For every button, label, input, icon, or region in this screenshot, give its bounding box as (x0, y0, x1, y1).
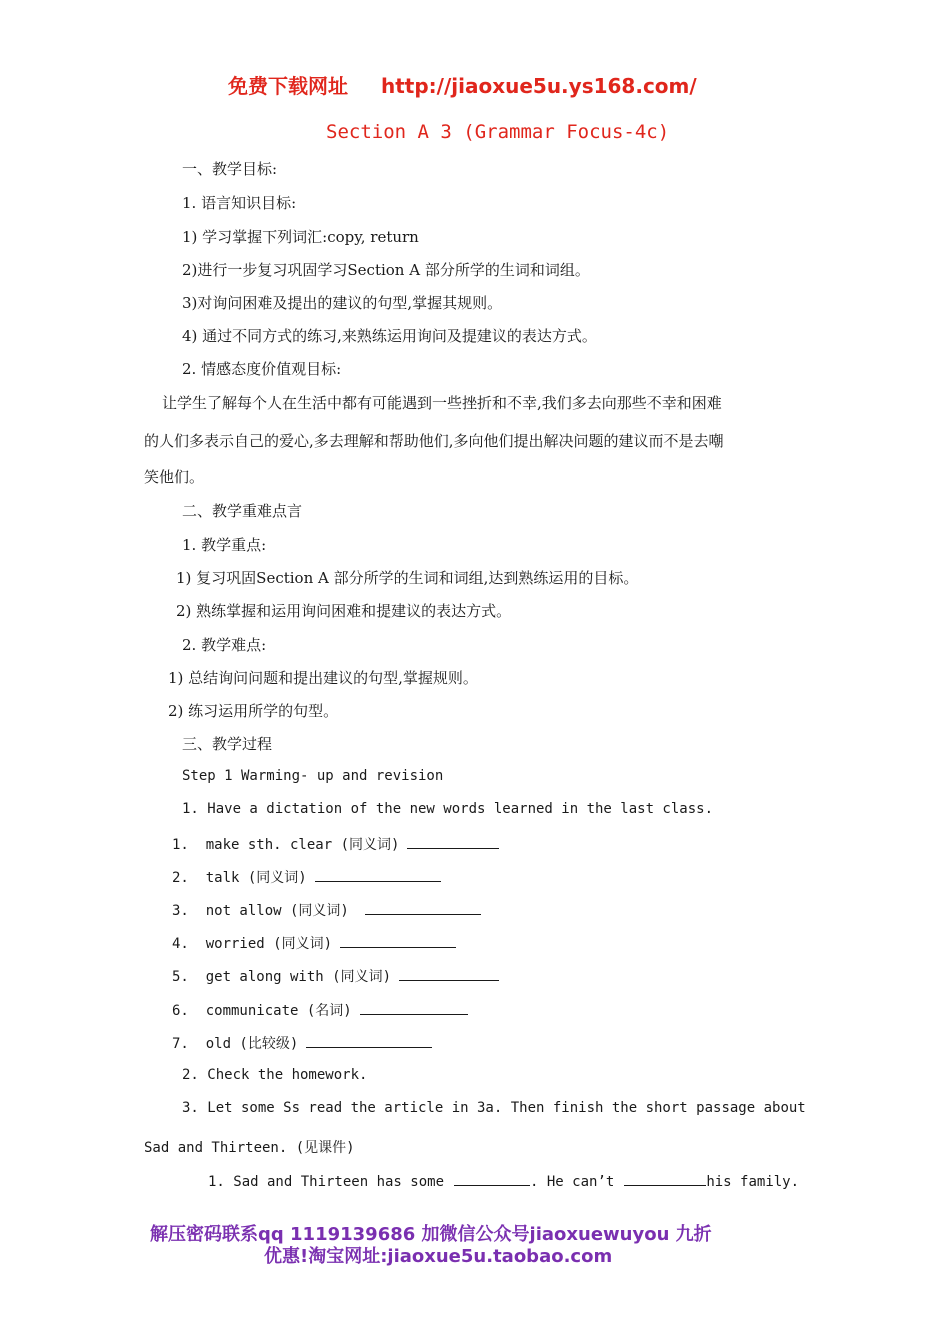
difficulty-point-1: 1) 总结询问问题和提出建议的句型,掌握规则。 (168, 669, 478, 687)
answer-blank (365, 900, 481, 915)
reading-instruction-line-1: 3. Let some Ss read the article in 3a. Then finish the short passage about (182, 1100, 806, 1116)
knowledge-item-1: 1) 学习掌握下列词汇:copy, return (182, 228, 419, 246)
key-point-2: 2) 熟练掌握和运用询问困难和提建议的表达方式。 (176, 602, 512, 620)
lesson-title: Section A 3 (Grammar Focus-4c) (326, 121, 670, 143)
footer-line-2: 优惠!淘宝网址:jiaoxue5u.taobao.com (264, 1246, 613, 1267)
exercise-number: 5. (172, 969, 189, 985)
affect-paragraph-line-3: 笑他们。 (144, 468, 205, 486)
exercise-text: communicate (名词) (205, 1003, 352, 1019)
header-banner (228, 70, 697, 99)
exercise-number: 6. (172, 1003, 189, 1019)
knowledge-item-3: 3)对询问困难及提出的建议的句型,掌握其规则。 (182, 294, 503, 312)
dictation-instruction: 1. Have a dictation of the new words learned in the last class. (182, 801, 714, 817)
fill-part-a: 1. Sad and Thirteen has some (208, 1174, 445, 1190)
goals-heading: 一、教学目标: (182, 160, 278, 178)
fill-part-b: . He can’t (530, 1174, 615, 1190)
answer-blank (454, 1171, 530, 1186)
affect-paragraph-line-1: 让学生了解每个人在生活中都有可能遇到一些挫折和不幸,我们多去向那些不幸和困难 (162, 394, 722, 412)
footer-line-1: 解压密码联系qq 1119139686 加微信公众号jiaoxuewuyou 九折 (150, 1224, 712, 1245)
exercise-item (172, 867, 441, 887)
exercise-item (172, 1000, 468, 1020)
header-label: 免费下载网址 (228, 74, 348, 98)
key-point-1: 1) 复习巩固Section A 部分所学的生词和词组,达到熟练运用的目标。 (176, 569, 639, 587)
exercise-item (172, 834, 499, 854)
answer-blank (399, 966, 499, 981)
key-points-subheading: 1. 教学重点: (182, 536, 267, 554)
exercise-item (172, 966, 499, 986)
key-points-heading: 二、教学重难点言 (182, 502, 303, 520)
answer-blank (624, 1171, 706, 1186)
exercise-text: make sth. clear (同义词) (205, 837, 400, 853)
answer-blank (407, 834, 499, 849)
header-url-link[interactable]: http://jiaoxue5u.ys168.com/ (380, 74, 697, 98)
exercise-item (172, 933, 456, 953)
answer-blank (340, 933, 456, 948)
knowledge-item-4: 4) 通过不同方式的练习,来熟练运用询问及提建议的表达方式。 (182, 327, 597, 345)
knowledge-heading: 1. 语言知识目标: (182, 194, 297, 212)
knowledge-item-2: 2)进行一步复习巩固学习Section A 部分所学的生词和词组。 (182, 261, 590, 279)
difficulty-point-2: 2) 练习运用所学的句型。 (168, 702, 339, 720)
exercise-number: 1. (172, 837, 189, 853)
answer-blank (360, 1000, 468, 1015)
affect-paragraph-line-2: 的人们多表示自己的爱心,多去理解和帮助他们,多向他们提出解决问题的建议而不是去嘲 (144, 432, 724, 450)
fill-in-sentence (208, 1171, 799, 1190)
exercise-number: 4. (172, 936, 189, 952)
step-1-title: Step 1 Warming- up and revision (182, 768, 444, 784)
exercise-number: 3. (172, 903, 189, 919)
exercise-number: 2. (172, 870, 189, 886)
exercise-text: not allow (同义词) (205, 903, 349, 919)
exercise-text: worried (同义词) (205, 936, 333, 952)
exercise-text: old (比较级) (205, 1036, 299, 1052)
affect-heading: 2. 情感态度价值观目标: (182, 360, 342, 378)
exercise-number: 7. (172, 1036, 189, 1052)
answer-blank (306, 1033, 432, 1048)
fill-part-c: his family. (706, 1174, 800, 1190)
exercise-item (172, 900, 481, 920)
homework-instruction: 2. Check the homework. (182, 1067, 368, 1083)
exercise-item (172, 1033, 432, 1053)
reading-instruction-line-2: Sad and Thirteen. (见课件) (144, 1140, 355, 1156)
answer-blank (315, 867, 441, 882)
exercise-text: talk (同义词) (205, 870, 307, 886)
exercise-text: get along with (同义词) (205, 969, 392, 985)
difficulty-subheading: 2. 教学难点: (182, 636, 267, 654)
process-heading: 三、教学过程 (182, 735, 273, 753)
